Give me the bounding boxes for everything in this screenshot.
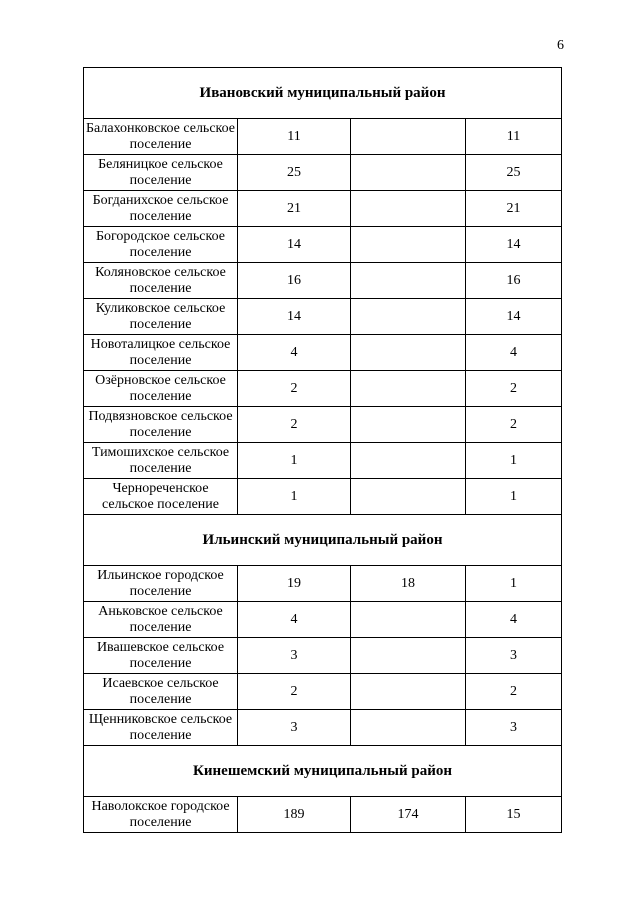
rural-count-cell: 14 [466,299,562,335]
total-cell: 1 [238,443,351,479]
page-number: 6 [557,38,564,53]
urban-count-cell [351,191,466,227]
settlement-name-cell: Наволокское городское поселение [84,797,238,833]
rural-count-cell: 14 [466,227,562,263]
table-row [84,299,562,335]
section-header-row [84,746,562,797]
rural-count-cell: 25 [466,155,562,191]
urban-count-cell [351,335,466,371]
rural-count-cell: 21 [466,191,562,227]
table-body [84,68,562,833]
rural-count-cell: 4 [466,335,562,371]
rural-count-cell: 2 [466,674,562,710]
total-cell: 189 [238,797,351,833]
settlement-name-cell: Щенниковское сельское поселение [84,710,238,746]
table-row [84,710,562,746]
total-cell: 3 [238,638,351,674]
urban-count-cell [351,227,466,263]
settlement-name-cell: Тимошихское сельское поселение [84,443,238,479]
table-row [84,443,562,479]
settlement-name-cell: Исаевское сельское поселение [84,674,238,710]
rural-count-cell: 1 [466,479,562,515]
settlement-name-cell: Чернореченское сельское поселение [84,479,238,515]
total-cell: 2 [238,407,351,443]
settlement-name-cell: Ильинское городское поселение [84,566,238,602]
table-row [84,227,562,263]
urban-count-cell [351,407,466,443]
total-cell: 21 [238,191,351,227]
settlement-name-cell: Ивашевское сельское поселение [84,638,238,674]
rural-count-cell: 1 [466,566,562,602]
table-row [84,407,562,443]
urban-count-cell [351,602,466,638]
table-row [84,602,562,638]
total-cell: 14 [238,299,351,335]
urban-count-cell [351,674,466,710]
section-header-row [84,68,562,119]
total-cell: 14 [238,227,351,263]
urban-count-cell [351,371,466,407]
total-cell: 4 [238,335,351,371]
table-row [84,335,562,371]
settlement-name-cell: Новоталицкое сельское поселение [84,335,238,371]
total-cell: 1 [238,479,351,515]
rural-count-cell: 3 [466,710,562,746]
rural-count-cell: 15 [466,797,562,833]
urban-count-cell: 18 [351,566,466,602]
section-title: Ильинский муниципальный район [84,515,562,566]
table-row [84,674,562,710]
table-row [84,566,562,602]
rural-count-cell: 1 [466,443,562,479]
rural-count-cell: 11 [466,119,562,155]
total-cell: 4 [238,602,351,638]
section-title: Кинешемский муниципальный район [84,746,562,797]
urban-count-cell: 174 [351,797,466,833]
table-row [84,797,562,833]
table-row [84,638,562,674]
table-row [84,191,562,227]
urban-count-cell [351,710,466,746]
urban-count-cell [351,155,466,191]
total-cell: 2 [238,674,351,710]
total-cell: 19 [238,566,351,602]
rural-count-cell: 4 [466,602,562,638]
settlement-name-cell: Коляновское сельское поселение [84,263,238,299]
total-cell: 25 [238,155,351,191]
section-header-row [84,515,562,566]
table-row [84,263,562,299]
urban-count-cell [351,263,466,299]
rural-count-cell: 2 [466,371,562,407]
settlement-name-cell: Куликовское сельское поселение [84,299,238,335]
total-cell: 2 [238,371,351,407]
table-row [84,119,562,155]
settlement-name-cell: Подвязновское сельское поселение [84,407,238,443]
total-cell: 3 [238,710,351,746]
settlement-name-cell: Озёрновское сельское поселение [84,371,238,407]
urban-count-cell [351,119,466,155]
total-cell: 11 [238,119,351,155]
urban-count-cell [351,638,466,674]
settlement-name-cell: Богданихское сельское поселение [84,191,238,227]
settlement-name-cell: Балахонковское сельское поселение [84,119,238,155]
settlement-name-cell: Аньковское сельское поселение [84,602,238,638]
settlement-name-cell: Богородское сельское поселение [84,227,238,263]
section-title: Ивановский муниципальный район [84,68,562,119]
total-cell: 16 [238,263,351,299]
settlement-name-cell: Беляницкое сельское поселение [84,155,238,191]
table-row [84,479,562,515]
urban-count-cell [351,479,466,515]
settlements-table [83,67,562,833]
rural-count-cell: 2 [466,407,562,443]
urban-count-cell [351,443,466,479]
rural-count-cell: 3 [466,638,562,674]
urban-count-cell [351,299,466,335]
table-row [84,371,562,407]
table-row [84,155,562,191]
rural-count-cell: 16 [466,263,562,299]
